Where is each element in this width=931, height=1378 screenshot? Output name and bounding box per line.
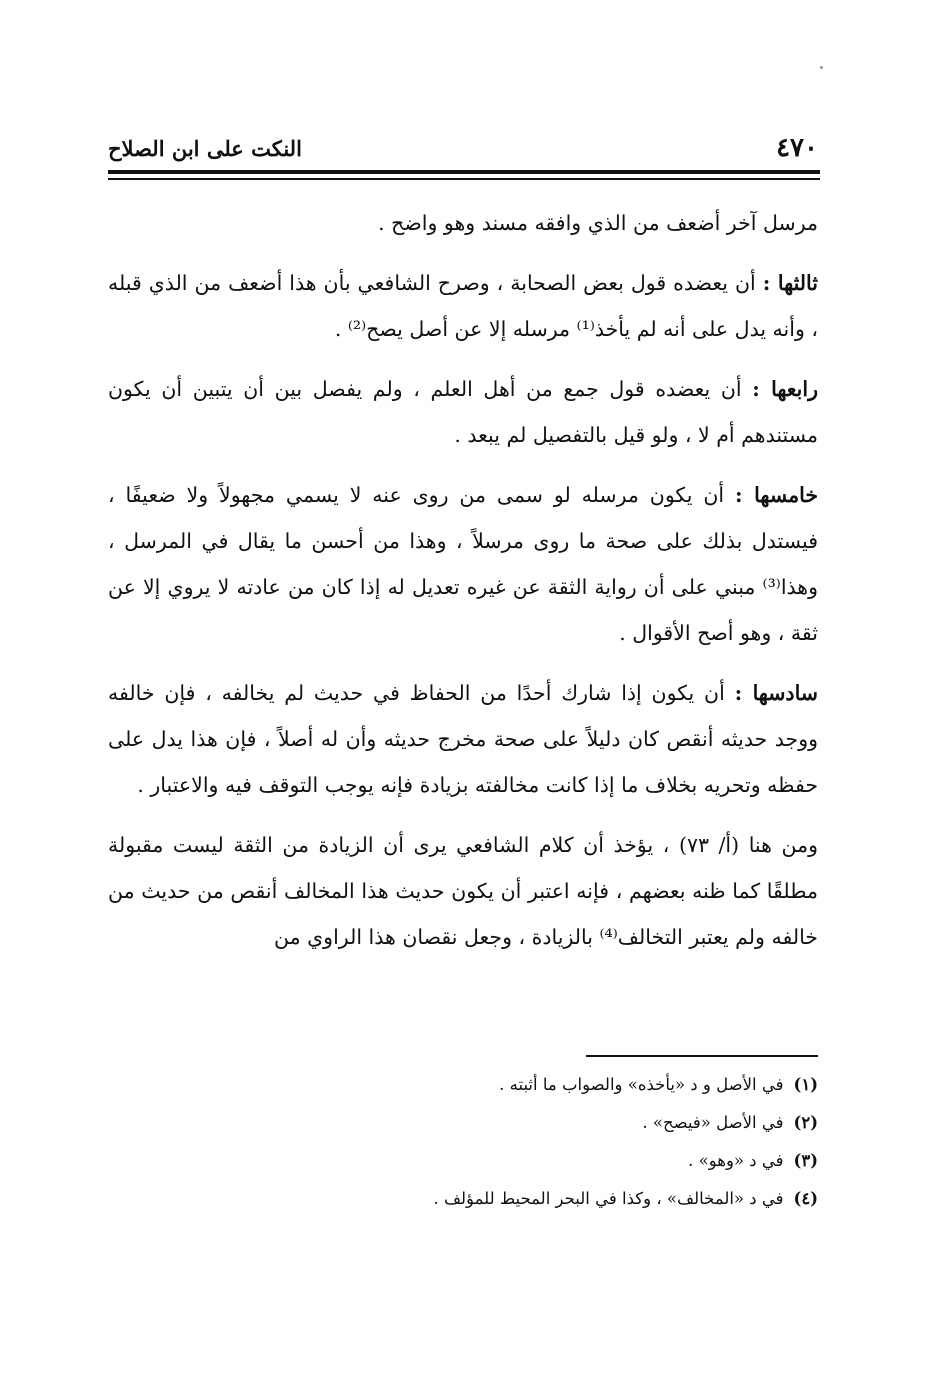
footnote-number: (٣)	[793, 1151, 818, 1170]
footnotes	[300, 1066, 818, 1218]
footnote-text: في د «وهو» .	[688, 1151, 784, 1170]
running-title: النكت على ابن الصلاح	[108, 135, 302, 161]
paragraph	[108, 670, 818, 808]
paragraph	[108, 472, 818, 656]
page-number: ٤٧٠	[776, 133, 818, 163]
paragraph	[108, 366, 818, 458]
paragraph-lead: رابعها :	[752, 377, 818, 401]
footnote	[300, 1104, 818, 1142]
paragraph	[108, 200, 818, 246]
paragraph-text: أن يعضده قول بعض الصحابة ، وصرح الشافعي بأن هذا أضعف من الذي قبله ، وأنه يدل على أنه لم يأخذ⁽¹⁾ مرسله إلا عن أصل يصح⁽²⁾ .	[108, 271, 818, 341]
paragraph-text: مرسل آخر أضعف من الذي وافقه مسند وهو واضح .	[378, 211, 818, 235]
page-header	[108, 128, 818, 168]
footnote	[300, 1180, 818, 1218]
footnote-number: (١)	[793, 1075, 818, 1094]
paragraph-text: أن يكون مرسله لو سمى من روى عنه لا يسمي مجهولاً ولا ضعيفًا ، فيستدل بذلك على صحة ما روى مرسلاً ، وهذا من أحسن ما يقال في المرسل ، وهذا⁽³⁾ مبني على أن رواية الثقة عن غيره تعديل له إذا كان من عادته لا يروي إلا عن ثقة ، وهو أصح الأقوال .	[108, 483, 818, 645]
paragraph-text: أن يكون إذا شارك أحدًا من الحفاظ في حديث لم يخالفه ، فإن خالفه ووجد حديثه أنقص كان دليلاً على صحة مخرج حديثه وأن له أصلاً ، فإن هذا يدل على حفظه وتحريه بخلاف ما إذا كانت مخالفته بزيادة فإنه يوجب التوقف فيه والاعتبار .	[108, 681, 818, 797]
header-rule-thin	[108, 178, 820, 180]
footnote-text: في د «المخالف» ، وكذا في البحر المحيط للمؤلف .	[433, 1189, 784, 1208]
footnote	[300, 1066, 818, 1104]
footnote-text: في الأصل «فيصح» .	[642, 1113, 784, 1132]
main-text	[108, 200, 818, 974]
footnote	[300, 1142, 818, 1180]
paragraph-lead: ثالثها :	[762, 271, 818, 295]
header-rule-thick	[108, 170, 820, 174]
paragraph	[108, 260, 818, 352]
paragraph-text: أن يعضده قول جمع من أهل العلم ، ولم يفصل بين أن يتبين أن يكون مستندهم أم لا ، ولو قيل بالتفصيل لم يبعد .	[108, 377, 818, 447]
footnote-separator	[586, 1055, 818, 1057]
paragraph-lead: سادسها :	[734, 681, 818, 705]
paragraph	[108, 822, 818, 960]
scan-speck	[820, 66, 823, 69]
paragraph-text: ومن هنا (أ/ ٧٣) ، يؤخذ أن كلام الشافعي يرى أن الزيادة من الثقة ليست مقبولة مطلقًا كما ظنه بعضهم ، فإنه اعتبر أن يكون حديث هذا المخالف أنقص من حديث من خالفه ولم يعتبر التخالف⁽⁴⁾ بالزيادة ، وجعل نقصان هذا الراوي من	[108, 833, 818, 949]
paragraph-lead: خامسها :	[735, 483, 819, 507]
footnote-number: (٢)	[793, 1113, 818, 1132]
footnote-number: (٤)	[793, 1189, 818, 1208]
footnote-text: في الأصل و د «يأخذه» والصواب ما أثبته .	[499, 1075, 784, 1094]
